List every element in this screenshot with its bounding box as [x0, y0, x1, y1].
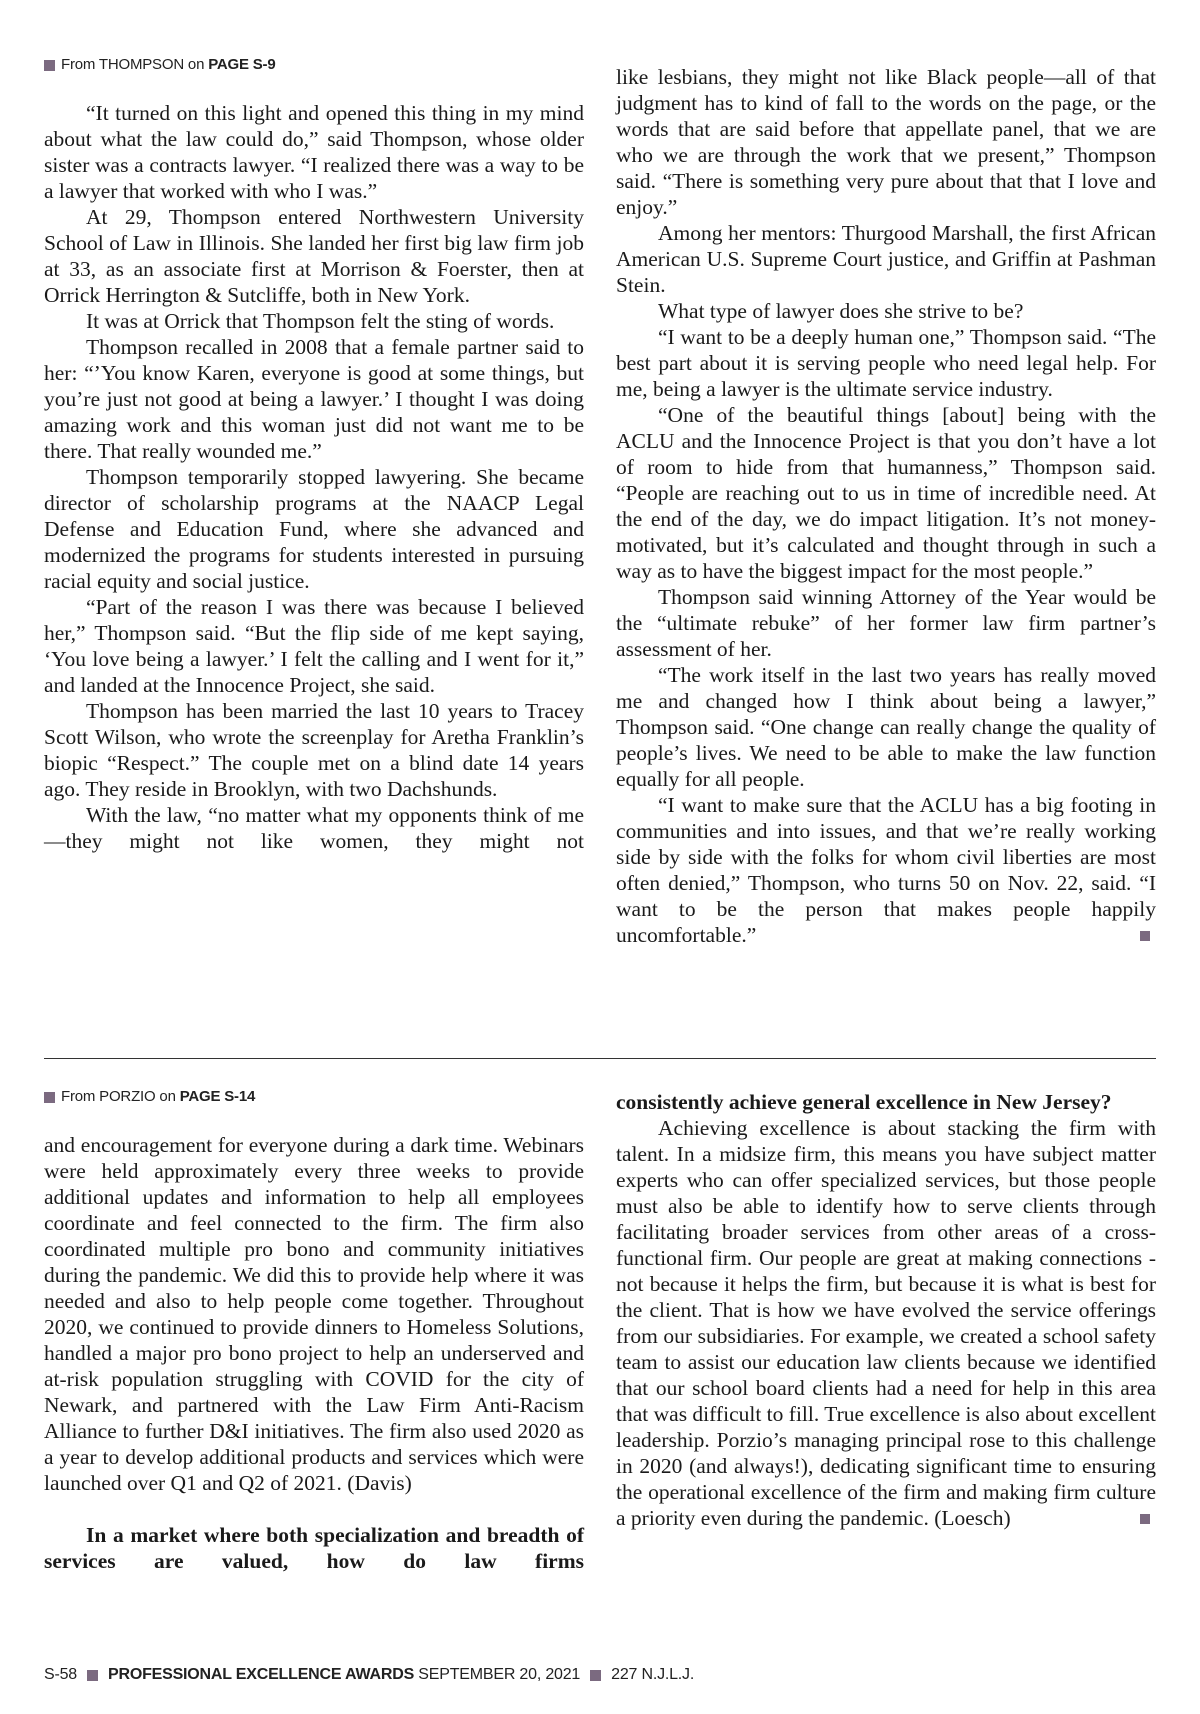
section-name: PROFESSIONAL EXCELLENCE AWARDS — [108, 1666, 415, 1683]
article-end-paragraph — [616, 792, 1156, 948]
paragraph: like lesbians, they might not like Black people—all of that judgment has to kind of fall to the words on the page, or the words that are said before that appellate panel, that we are who we are through the work that we present,” Thompson said. “There is something very pure about that that I love and enjoy.” — [616, 65, 1156, 219]
jump-prefix: From THOMPSON on — [61, 56, 205, 73]
thompson-right-column — [616, 64, 1156, 948]
page-number: S-58 — [44, 1666, 77, 1683]
paragraph: Thompson recalled in 2008 that a female partner said to her: “’You know Karen, everyone is good at some things, but you’re just not good at being a lawyer.’ I thought I was doing amazing work and this woman just did not want me to be there. That really wounded me.” — [44, 335, 584, 463]
end-mark-icon — [1140, 931, 1150, 941]
jump-line-thompson — [44, 56, 584, 74]
journal-citation: 227 N.J.L.J. — [611, 1666, 695, 1683]
thompson-left-column — [44, 56, 584, 854]
paragraph: Thompson has been married the last 10 years to Tracey Scott Wilson, who wrote the screenplay for Aretha Franklin’s biopic “Respect.” The couple met on a blind date 14 years ago. They reside in Brooklyn, with two Dachshunds. — [44, 699, 584, 801]
paragraph: “One of the beautiful things [about] being with the ACLU and the Innocence Project is that you don’t have a lot of room to hide from that humanness,” Thompson said. “People are reaching out to us in time of incredible need. At the end of the day, we do impact litigation. It’s not money-motivated, but it’s calculated and thought through in such a way as to have the biggest impact for the most people.” — [616, 403, 1156, 583]
paragraph: “I want to be a deeply human one,” Thompson said. “The best part about it is serving people who need legal help. For me, being a lawyer is the ultimate service industry. — [616, 325, 1156, 401]
paragraph: “Part of the reason I was there was because I believed her,” Thompson said. “But the flip side of me kept saying, ‘You love being a lawyer.’ I felt the calling and I went for it,” and landed at the Innocence Project, she said. — [44, 595, 584, 697]
paragraph: With the law, “no matter what my opponents think of me—they might not like women, they might not — [44, 803, 584, 853]
paragraph: What type of lawyer does she strive to be? — [658, 299, 1024, 323]
porzio-left-column — [44, 1088, 584, 1574]
porzio-right-column — [616, 1089, 1156, 1531]
paragraph: Thompson temporarily stopped lawyering. She became director of scholarship programs at the NAACP Legal Defense and Education Fund, where she advanced and modernized the programs for students interested in pursuing racial equity and social justice. — [44, 465, 584, 593]
jump-line-porzio — [44, 1088, 584, 1106]
paragraph-text: “I want to make sure that the ACLU has a big footing in communities and into issues, and that we’re really working side by side with the folks for whom civil liberties are most often denied,” Thompson, who turns 50 on Nov. 22, said. “I want to be the person that makes people happily uncomfortable.” — [616, 793, 1156, 947]
article-end-paragraph — [616, 1115, 1156, 1531]
paragraph: and encouragement for everyone during a dark time. Webinars were held approximately every three weeks to provide additional updates and information to help all employees coordinate and feel connected to the firm. The firm also coordinated multiple pro bono and community initiatives during the pandemic. We did this to provide help where it was needed and also to help people come together. Throughout 2020, we continued to provide dinners to Homeless Solutions, handled a major pro bono project to help an underserved and at-risk population struggling with COVID for the city of Newark, and partnered with the Law Firm Anti-Racism Alliance to further D&I initiatives. The firm also used 2020 as a year to develop additional products and services which were launched over Q1 and Q2 of 2021. (Davis) — [44, 1133, 584, 1495]
square-bullet-icon — [590, 1670, 601, 1681]
issue-date: SEPTEMBER 20, 2021 — [418, 1666, 581, 1683]
page-footer — [44, 1666, 694, 1684]
jump-page-link[interactable]: PAGE S-9 — [208, 56, 276, 73]
question-heading-continued: consistently achieve general excellence in New Jersey? — [616, 1090, 1112, 1114]
square-bullet-icon — [87, 1670, 98, 1681]
jump-page-link[interactable]: PAGE S-14 — [179, 1088, 256, 1105]
paragraph: “The work itself in the last two years has really moved me and changed how I think about being a lawyer,” Thompson said. “One change can really change the quality of people’s lives. We need to be able to make the law function equally for all people. — [616, 663, 1156, 791]
paragraph: Among her mentors: Thurgood Marshall, the first African American U.S. Supreme Court justice, and Griffin at Pashman Stein. — [616, 221, 1156, 297]
paragraph: Thompson said winning Attorney of the Year would be the “ultimate rebuke” of her former law firm partner’s assessment of her. — [616, 585, 1156, 661]
paragraph: At 29, Thompson entered Northwestern University School of Law in Illinois. She landed her first big law firm job at 33, as an associate first at Morrison & Foerster, then at Orrick Herrington & Sutcliffe, both in New York. — [44, 205, 584, 307]
square-bullet-icon — [44, 60, 55, 71]
jump-prefix: From PORZIO on — [61, 1088, 176, 1105]
question-heading: In a market where both specialization and breadth of services are valued, how do law firms — [44, 1523, 584, 1573]
paragraph: “It turned on this light and opened this thing in my mind about what the law could do,” said Thompson, whose older sister was a contracts lawyer. “I realized there was a way to be a lawyer that worked with who I was.” — [44, 101, 584, 203]
square-bullet-icon — [44, 1092, 55, 1103]
section-divider — [44, 1058, 1156, 1059]
paragraph: It was at Orrick that Thompson felt the sting of words. — [86, 309, 555, 333]
end-mark-icon — [1140, 1514, 1150, 1524]
paragraph-text: Achieving excellence is about stacking the firm with talent. In a midsize firm, this means you have subject matter experts who can offer specialized services, but those people must also be able to identify how to serve clients through facilitating broader services from other areas of a cross-functional firm. Our people are great at making connections - not because it helps the firm, but because it is what is best for the client. That is how we have evolved the service offerings from our subsidiaries. For example, we created a school safety team to assist our education law clients because we identified that our school board clients had a need for help in this area that was difficult to fill. True excellence is also about excellent leadership. Porzio’s managing principal rose to this challenge in 2020 (and always!), dedicating significant time to ensuring the operational excellence of the firm and making firm culture a priority even during the pandemic. (Loesch) — [616, 1116, 1156, 1530]
